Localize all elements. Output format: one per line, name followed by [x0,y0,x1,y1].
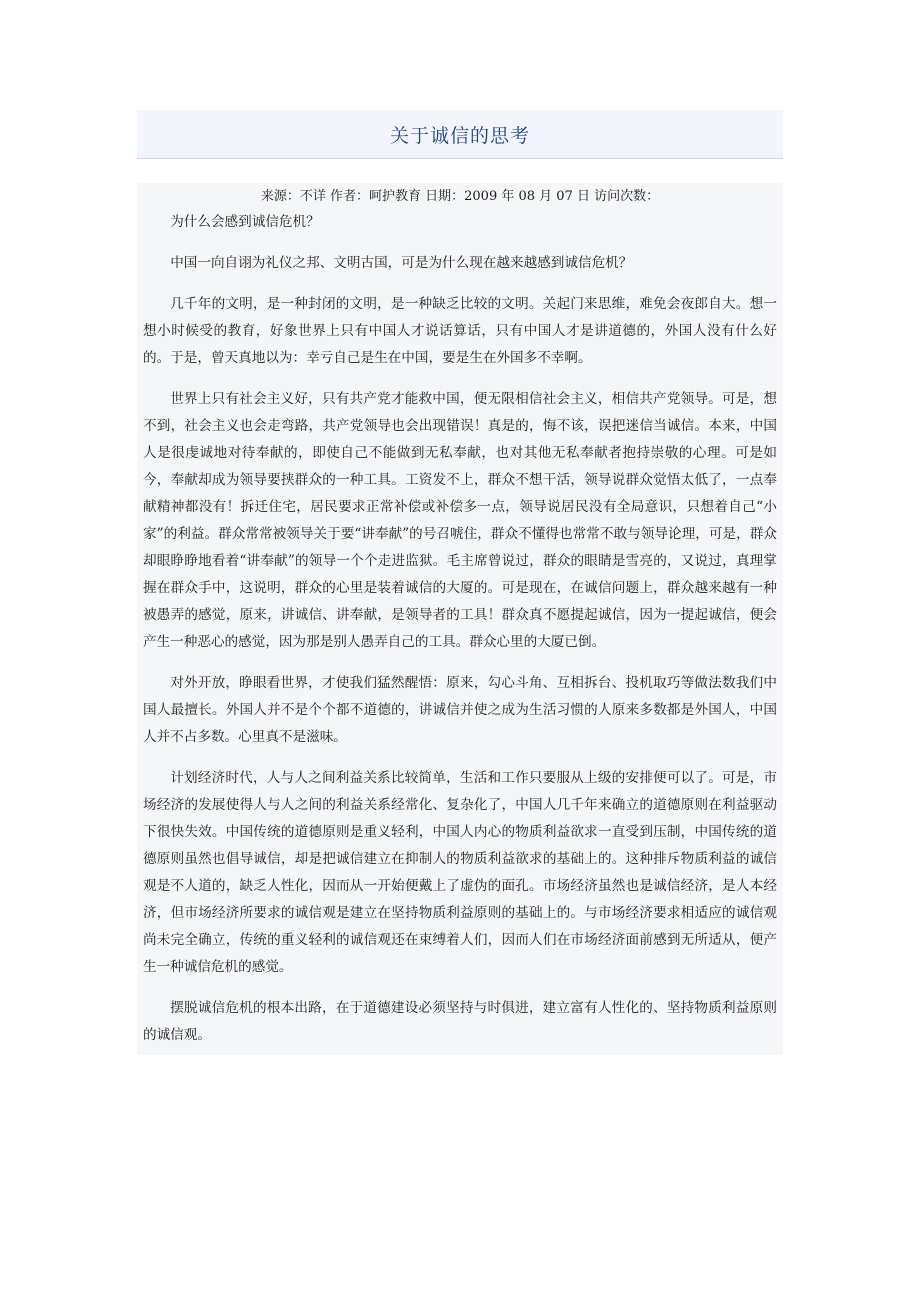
paragraph: 计划经济时代，人与人之间利益关系比较简单，生活和工作只要服从上级的安排便可以了。可是，市场经济的发展使得人与人之间的利益关系经常化、复杂化了，中国人几千年来确立的道德原则在利益驱动下很快失效。中国传统的道德原则是重义轻利，中国人内心的物质利益欲求一直受到压制，中国传统的道德原则虽然也倡导诚信，却是把诚信建立在抑制人的物质利益欲求的基础上的。这种排斥物质利益的诚信观是不人道的，缺乏人性化，因而从一开始便戴上了虚伪的面孔。市场经济虽然也是诚信经济，是人本经济，但市场经济所要求的诚信观是建立在坚持物质利益原则的基础上的。与市场经济要求相适应的诚信观尚未完全确立，传统的重义轻利的诚信观还在束缚着人们，因而人们在市场经济面前感到无所适从，便产生一种诚信危机的感觉。 [143,770,777,975]
article-meta: 来源：不详 作者：呵护教育 日期：2009 年 08 月 07 日 访问次数： [260,189,660,204]
paragraph: 对外开放，睁眼看世界，才使我们猛然醒悟：原来，勾心斗角、互相拆台、投机取巧等做法数我们中国人最擅长。外国人并不是个个都不道德的，讲诚信并使之成为生活习惯的人原来多数都是外国人，中国人并不占多数。心里真不是滋味。 [143,675,777,745]
paragraph: 中国一向自诩为礼仪之邦、文明古国，可是为什么现在越来越感到诚信危机？ [170,255,633,271]
article-title: 关于诚信的思考 [389,124,530,147]
article-content [137,183,783,1055]
paragraph: 摆脱诚信危机的根本出路，在于道德建设必须坚持与时俱进，建立富有人性化的、坚持物质利益原则的诚信观。 [143,1000,777,1043]
article [137,110,783,1055]
title-bar [137,110,783,159]
paragraph: 世界上只有社会主义好，只有共产党才能救中国，便无限相信社会主义，相信共产党领导。可是，想不到，社会主义也会走弯路，共产党领导也会出现错误！真是的，悔不该，误把迷信当诚信。本来，中国人是很虔诚地对待奉献的，即使自己不能做到无私奉献，也对其他无私奉献者抱持崇敬的心理。可是如今，奉献却成为领导要挟群众的一种工具。工资发不上，群众不想干活，领导说群众觉悟太低了，一点奉献精神都没有！拆迁住宅，居民要求正常补偿或补偿多一点，领导说居民没有全局意识，只想着自己“小家”的利益。群众常常被领导关于要“讲奉献”的号召唬住，群众不懂得也常常不敢与领导论理，可是，群众却眼睁睁地看着“讲奉献”的领导一个个走进监狱。毛主席曾说过，群众的眼睛是雪亮的，又说过，真理掌握在群众手中，这说明，群众的心里是装着诚信的大厦的。可是现在，在诚信问题上，群众越来越有一种被愚弄的感觉，原来，讲诚信、讲奉献，是领导者的工具！群众真不愿提起诚信，因为一提起诚信，便会产生一种恶心的感觉，因为那是别人愚弄自己的工具。群众心里的大厦已倒。 [143,391,777,650]
paragraph: 为什么会感到诚信危机？ [170,214,320,230]
paragraph: 几千年的文明，是一种封闭的文明，是一种缺乏比较的文明。关起门来思维，难免会夜郎自大。想一想小时候受的教育，好象世界上只有中国人才说话算话，只有中国人才是讲道德的，外国人没有什么好的。于是，曾天真地以为：幸亏自己是生在中国，要是生在外国多不幸啊。 [143,296,777,366]
